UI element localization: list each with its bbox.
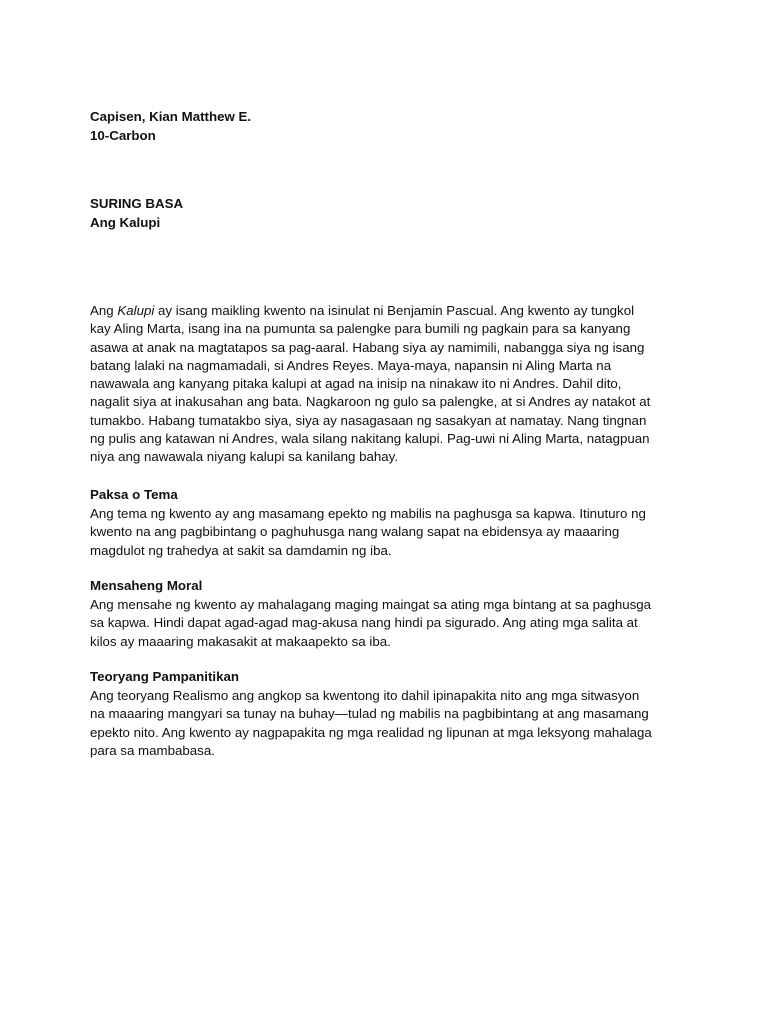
paragraph-line: para sa mambabasa. [90,742,215,758]
author-section: 10-Carbon [90,128,156,143]
section-heading-moral: Mensaheng Moral [90,578,203,593]
section-paragraph-paksa [90,505,646,560]
document-heading: SURING BASA [90,196,184,211]
paragraph-line: kilos ay maaaring makasakit at makaapekto sa iba. [90,633,391,649]
intro-line: kay Aling Marta, isang ina na pumunta sa palengke para bumili ng pagkain para sa kanyang [90,321,631,337]
paragraph-line: magdulot ng trahedya at sakit sa damdamin ng iba. [90,542,392,558]
intro-line: tumakbo. Habang tumatakbo siya, siya ay nasagasaan ng sasakyan at namatay. Nang tingnan [90,412,647,428]
intro-first-word: Ang [90,303,114,318]
story-title: Ang Kalupi [90,215,161,230]
section-paragraph-teorya [90,687,652,760]
intro-line: nagalit siya at inakusahan ang bata. Nagkaroon ng gulo sa palengke, at si Andres ay natakot at [90,394,651,410]
author-name: Capisen, Kian Matthew E. [90,109,252,124]
paragraph-line: Ang mensahe ng kwento ay mahalagang maging maingat sa ating mga bintang at sa paghusga [90,597,652,612]
intro-line [90,302,650,320]
intro-paragraph [90,302,650,467]
intro-italic-title: Kalupi [117,303,155,318]
paragraph-line: sa kapwa. Hindi dapat agad-agad mag-akusa nang hindi pa sigurado. Ang ating mga salita at [90,615,638,631]
author-block [90,107,251,145]
paragraph-line: Ang teoryang Realismo ang angkop sa kwentong ito dahil ipinapakita nito ang mga sitwasyon [90,688,640,703]
intro-line-text: ay isang maikling kwento na isinulat ni Benjamin Pascual. Ang kwento ay tungkol [154,303,635,318]
title-block [90,194,183,232]
intro-line: asawa at anak na magtatapos sa pag-aaral. Habang siya ay namimili, nabangga siya ng isang [90,339,645,355]
paragraph-line: Ang tema ng kwento ay ang masamang epekto ng mabilis na paghusga sa kapwa. Itinuturo ng [90,506,646,521]
intro-line: niya ang nawawala niyang kalupi sa kanilang bahay. [90,449,399,465]
paragraph-line: na maaaring mangyari sa tunay na buhay—tulad ng mabilis na pagbibintang at ang masamang [90,706,649,722]
section-heading-paksa: Paksa o Tema [90,487,178,502]
intro-line: ng pulis ang katawan ni Andres, wala silang nakitang kalupi. Pag-uwi ni Aling Marta, natagpuan [90,431,650,447]
paragraph-line: epekto nito. Ang kwento ay nagpapakita ng mga realidad ng lipunan at mga leksyong mahalaga [90,724,652,740]
paragraph-line: kwento na ang pagbibintang o paghuhusga nang walang sapat na ebidensya ay maaaring [90,524,620,540]
section-heading-teorya: Teoryang Pampanitikan [90,669,240,684]
intro-line: nawawala ang kanyang pitaka kalupi at agad na inisip na ninakaw ito ni Andres. Dahil dito, [90,376,622,392]
section-paragraph-moral [90,596,651,651]
intro-line: batang lalaki na nagmamadali, si Andres Reyes. Maya-maya, napansin ni Aling Marta na [90,357,612,373]
